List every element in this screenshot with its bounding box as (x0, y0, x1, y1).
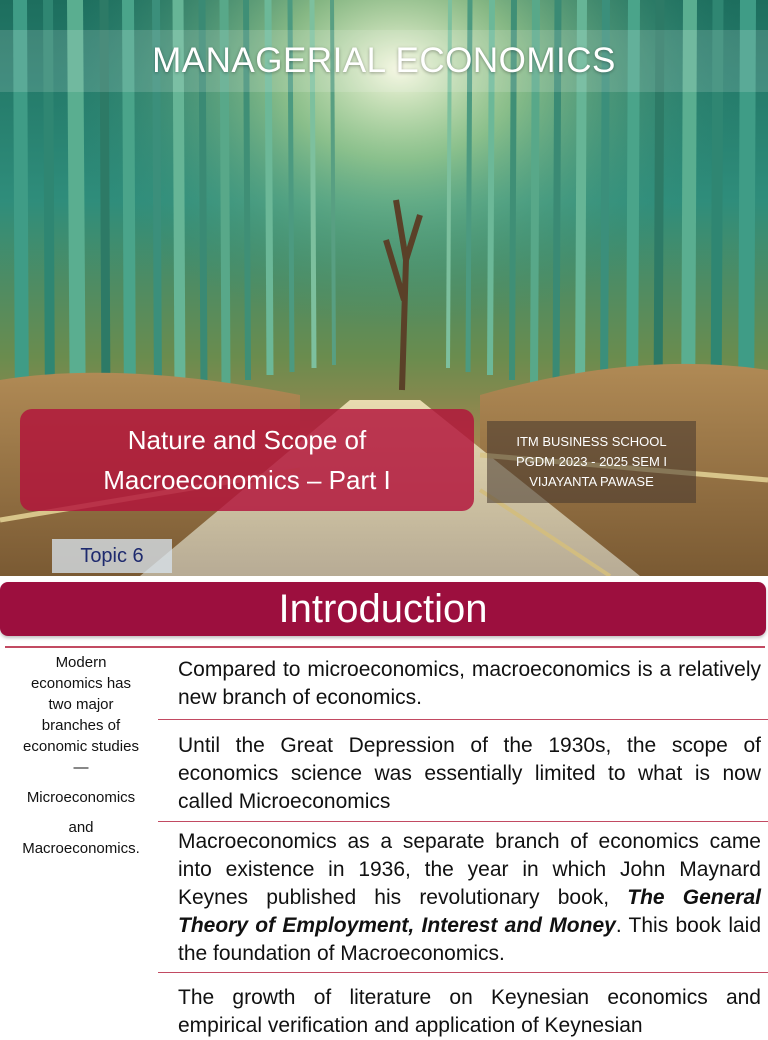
paragraph-3 (178, 828, 761, 968)
paragraph-text: The growth of literature on Keynesian economics and empirical verification and application of Keynesian (178, 986, 761, 1037)
paragraph-separator (158, 719, 768, 720)
paragraph-separator (158, 821, 768, 822)
title-band (0, 30, 768, 92)
introduction-slide (0, 576, 768, 1037)
sidebar-line: Macroeconomics. (22, 840, 140, 857)
paragraph-3-end: . This book laid the foundation of Macroeconomics. (178, 914, 762, 965)
header-divider (5, 646, 765, 648)
paragraph-3-intro: Macroeconomics as a separate branch of economics came into existence in 1936, the year in which John Maynard Keynes published his revolutionary book, (178, 830, 761, 909)
author-name: VIJAYANTA PAWASE (529, 474, 654, 489)
paragraph-2 (178, 732, 761, 816)
program-term: PGDM 2023 - 2025 SEM I (515, 454, 667, 469)
paragraph-1 (178, 656, 761, 712)
school-name: ITM BUSINESS SCHOOL (516, 434, 667, 449)
subtitle-line-2: Macroeconomics – Part I (103, 465, 391, 495)
sidebar-line: — (73, 759, 89, 776)
paragraph-separator (158, 972, 768, 973)
introduction-title: Introduction (278, 586, 488, 631)
subtitle-line-1: Nature and Scope of (127, 425, 367, 455)
paragraph-text: Compared to microeconomics, macroeconomics is a relatively new branch of economics. (178, 658, 761, 709)
book-title: The General Theory of Employment, Interest and Money (178, 886, 761, 937)
introduction-header (0, 582, 766, 636)
paragraph-4 (178, 984, 761, 1040)
sidebar-line: Modern (55, 654, 107, 671)
branches-sidebar (6, 652, 156, 859)
sidebar-line: branches of (41, 717, 121, 734)
sidebar-line: economic studies (23, 738, 139, 755)
paragraph-text: Until the Great Depression of the 1930s, the scope of economics science was essentially limited to what is now called Microeconomics (178, 734, 761, 813)
institution-info-box (487, 421, 696, 503)
subtitle-box (20, 409, 474, 511)
presentation-title: MANAGERIAL ECONOMICS (152, 41, 616, 80)
topic-label: Topic 6 (80, 544, 144, 567)
sidebar-line: Microeconomics (26, 789, 136, 806)
sidebar-line: two major (48, 696, 114, 713)
paragraph-text (178, 828, 761, 968)
sidebar-line: and (68, 819, 94, 836)
topic-tag (52, 539, 172, 573)
sidebar-line: economics has (30, 675, 132, 692)
